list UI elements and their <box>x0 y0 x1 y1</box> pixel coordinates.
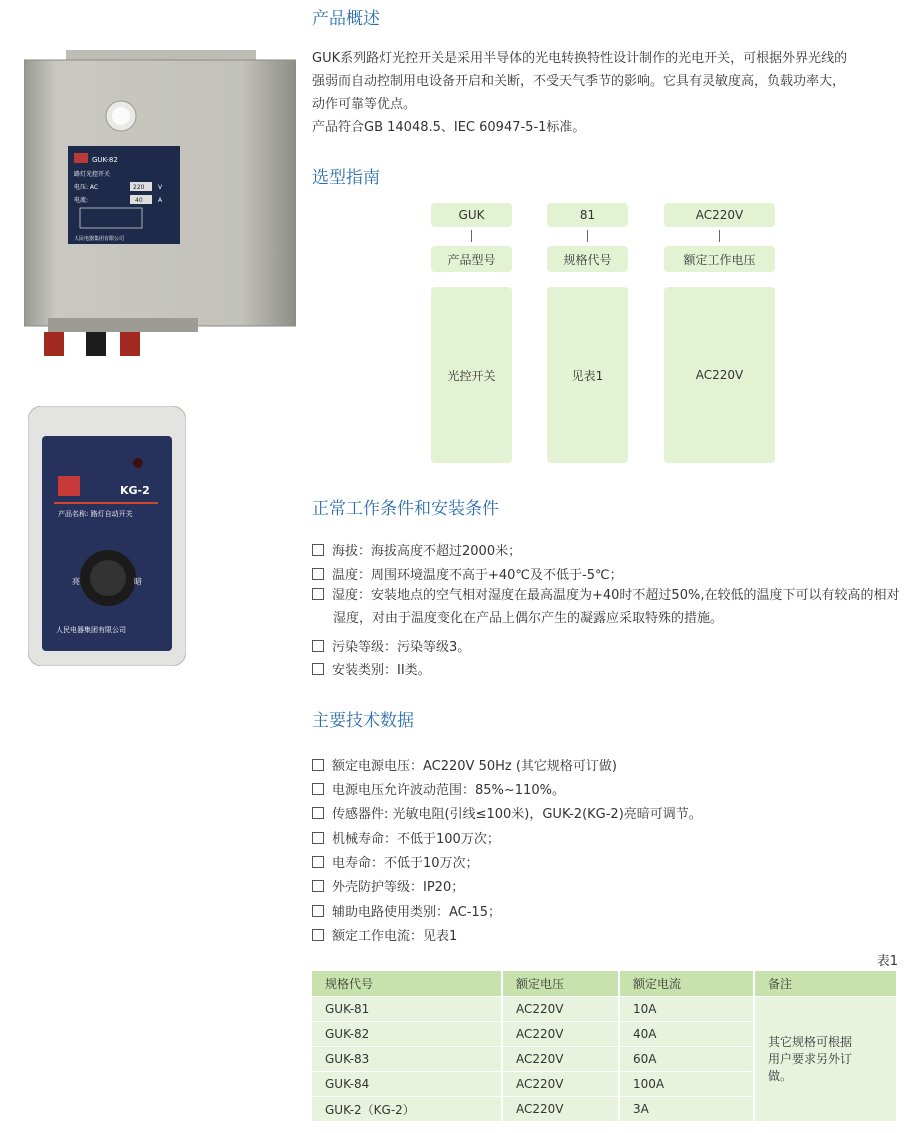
checkbox-icon <box>312 783 324 795</box>
device1-model-text: GUK-82 <box>92 156 118 164</box>
device1-current-value: 40 <box>135 197 143 204</box>
cell-voltage: AC220V <box>502 1097 619 1122</box>
condition-humidity-item <box>312 584 904 630</box>
tech-text: 额定工作电流：见表1 <box>332 929 458 944</box>
tech-text: 机械寿命：不低于100万次； <box>332 832 500 847</box>
table-row <box>312 997 896 1022</box>
checkbox-icon <box>312 544 324 556</box>
checkbox-icon <box>312 929 324 941</box>
spec-table <box>312 971 896 1121</box>
checkbox-icon <box>312 832 324 844</box>
cell-spec-code: GUK-81 <box>312 997 502 1022</box>
condition-pollution-item <box>312 636 904 655</box>
header-remarks: 备注 <box>754 971 896 997</box>
overview-line: GUK系列路灯光控开关是采用半导体的光电转换特性设计制作的光电开关，可根据外界光线的 <box>312 51 848 66</box>
tech-item <box>312 925 904 944</box>
cell-voltage: AC220V <box>502 997 619 1022</box>
cell-voltage: AC220V <box>502 1047 619 1072</box>
cell-spec-code: GUK-2（KG-2） <box>312 1097 502 1122</box>
overview-standard-line: 产品符合GB 14048.5、IEC 60947-5-1标准。 <box>312 120 586 135</box>
selection-heading: 选型指南 <box>312 168 380 188</box>
spec-label-box: 规格代号 <box>547 246 628 272</box>
overview-line: 强弱而自动控制用电设备开启和关断，不受天气季节的影响。它具有灵敏度高，负载功率大， <box>312 74 846 89</box>
checkbox-icon <box>312 880 324 892</box>
checkbox-icon <box>312 663 324 675</box>
model-desc-box: 光控开关 <box>431 287 512 463</box>
tech-item <box>312 755 904 774</box>
tech-text: 电源电压允许波动范围：85%~110%。 <box>332 783 565 798</box>
tech-text: 额定电源电压：AC220V 50Hz (其它规格可订做) <box>332 759 617 774</box>
voltage-desc-box: AC220V <box>664 287 775 463</box>
device1-current-label: 电流: <box>74 197 89 204</box>
voltage-label-box: 额定工作电压 <box>664 246 775 272</box>
checkbox-icon <box>312 640 324 652</box>
overview-paragraph <box>312 47 904 139</box>
cell-current: 60A <box>619 1047 754 1072</box>
voltage-code-box: AC220V <box>664 203 775 227</box>
cell-spec-code: GUK-84 <box>312 1072 502 1097</box>
cell-current: 40A <box>619 1022 754 1047</box>
table-caption: 表1 <box>876 954 898 969</box>
checkbox-icon <box>312 856 324 868</box>
cell-voltage: AC220V <box>502 1022 619 1047</box>
condition-text: 海拔：海拔高度不超过2000米； <box>332 544 522 559</box>
device2-name-text: 产品名称: 路灯自动开关 <box>58 510 133 518</box>
condition-text: 温度：周围环境温度不高于+40℃及不低于-5℃； <box>332 568 623 583</box>
condition-text: 湿度：安装地点的空气相对湿度在最高温度为+40时不超过50%,在较低的温度下可以有较高的相对湿度，对由于温度变化在产品上偶尔产生的凝露应采取特殊的措施。 <box>332 588 900 626</box>
tech-item <box>312 828 904 847</box>
model-label-box: 产品型号 <box>431 246 512 272</box>
condition-text: 安装类别：II类。 <box>332 663 431 678</box>
device1-voltage-label: 电压: AC <box>74 184 99 191</box>
cell-spec-code: GUK-82 <box>312 1022 502 1047</box>
condition-text: 污染等级：污染等级3。 <box>332 640 471 655</box>
cell-spec-code: GUK-83 <box>312 1047 502 1072</box>
checkbox-icon <box>312 568 324 580</box>
table-header-row <box>312 971 896 997</box>
checkbox-icon <box>312 807 324 819</box>
device2-knob-bright-label: 亮 <box>72 577 80 586</box>
device2-model-text: KG-2 <box>120 484 150 497</box>
device2-knob-dark-label: 暗 <box>134 577 142 586</box>
header-rated-voltage: 额定电压 <box>502 971 619 997</box>
cell-current: 3A <box>619 1097 754 1122</box>
tech-text: 传感器件: 光敏电阻(引线≤100米)，GUK-2(KG-2)亮暗可调节。 <box>332 807 702 822</box>
tech-item <box>312 779 904 798</box>
tech-text: 电寿命：不低于10万次； <box>332 856 479 871</box>
header-rated-current: 额定电流 <box>619 971 754 997</box>
cell-remarks: 其它规格可根据用户要求另外订做。 <box>754 997 896 1122</box>
tech-item <box>312 803 904 822</box>
device1-voltage-value: 220 <box>133 184 145 191</box>
device2-maker-text: 人民电器集团有限公司 <box>56 626 126 634</box>
tech-item <box>312 901 904 920</box>
condition-altitude-item <box>312 540 904 559</box>
spec-code-box: 81 <box>547 203 628 227</box>
overview-heading: 产品概述 <box>312 9 380 29</box>
checkbox-icon <box>312 905 324 917</box>
conditions-heading: 正常工作条件和安装条件 <box>312 499 499 519</box>
spec-desc-box: 见表1 <box>547 287 628 463</box>
techdata-heading: 主要技术数据 <box>312 711 414 731</box>
tech-text: 辅助电路使用类别：AC-15； <box>332 905 501 920</box>
cell-current: 100A <box>619 1072 754 1097</box>
checkbox-icon <box>312 588 324 600</box>
overview-line: 动作可靠等优点。 <box>312 97 417 112</box>
kg-2-product-photo <box>28 406 186 666</box>
tech-item <box>312 852 904 871</box>
checkbox-icon <box>312 759 324 771</box>
device1-current-unit: A <box>158 197 163 204</box>
device1-maker-text: 人民电器集团有限公司 <box>74 236 125 242</box>
device1-name-text: 路灯光控开关 <box>74 171 111 178</box>
cell-current: 10A <box>619 997 754 1022</box>
tech-text: 外壳防护等级：IP20； <box>332 880 465 895</box>
device1-voltage-unit: V <box>158 184 163 191</box>
tech-item <box>312 876 904 895</box>
model-code-box: GUK <box>431 203 512 227</box>
header-spec-code: 规格代号 <box>312 971 502 997</box>
cell-voltage: AC220V <box>502 1072 619 1097</box>
guk-82-product-photo <box>24 50 296 364</box>
condition-installation-item <box>312 659 904 678</box>
condition-temperature-item <box>312 564 904 583</box>
